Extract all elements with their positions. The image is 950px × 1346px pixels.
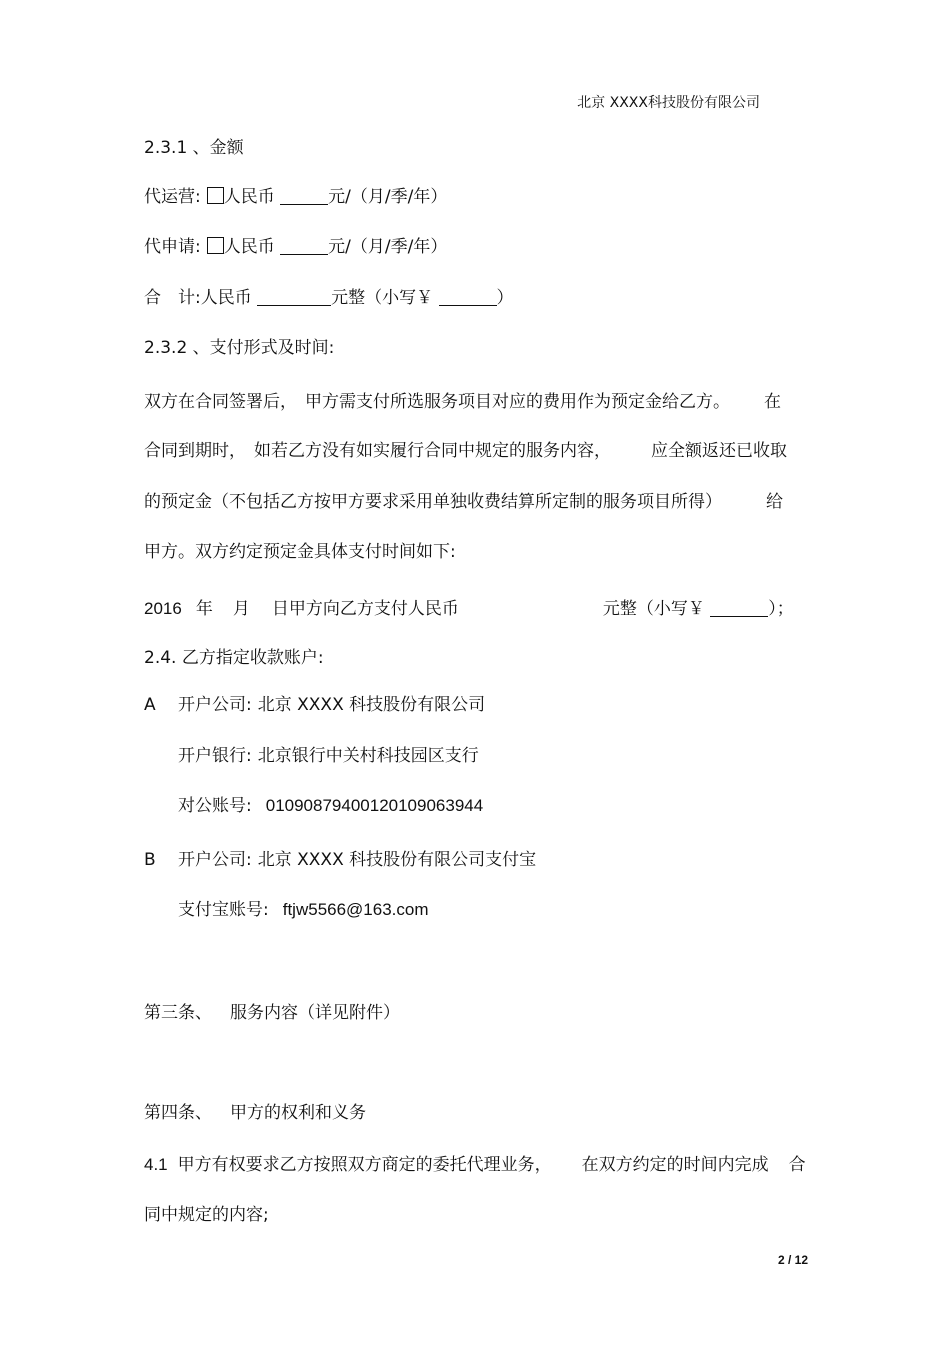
- payment-schedule-row: [144, 598, 794, 620]
- account-a-company: 北京 XXXX 科技股份有限公司: [257, 695, 486, 715]
- page-header-company: 北京 XXXX科技股份有限公司: [577, 95, 760, 111]
- account-b-alipay: ftjw5566@163.com: [282, 900, 429, 919]
- account-a-company-row: [178, 694, 485, 716]
- para-text: 在: [764, 392, 781, 412]
- account-a-bank: 北京银行中关村科技园区支行: [257, 746, 479, 766]
- article-4-label: 第四条、: [144, 1103, 212, 1123]
- payment-para-line-4: 甲方。双方约定预定金具体支付时间如下:: [144, 542, 456, 562]
- payment-para-line-3: [144, 491, 783, 513]
- account-b-company: 北京 XXXX 科技股份有限公司支付宝: [257, 850, 537, 870]
- clause-4-1-line-2: 同中规定的内容;: [144, 1205, 269, 1225]
- para-text: 应全额返还已收取: [651, 441, 787, 461]
- para-text: 甲方需支付所选服务项目对应的费用作为预定金给乙方。: [305, 392, 730, 412]
- article-4-heading: [144, 1102, 366, 1124]
- alipay-label: 支付宝账号:: [178, 900, 269, 920]
- total-currency: 人民币: [200, 288, 252, 308]
- article-3-title: 服务内容（详见附件）: [230, 1003, 400, 1023]
- clause-text: 甲方有权要求乙方按照双方商定的委托代理业务，: [177, 1155, 552, 1175]
- total-close: ）: [496, 288, 514, 308]
- section-title-payment: 2.3.2 、支付形式及时间:: [144, 338, 335, 358]
- application-amount-blank[interactable]: [280, 238, 328, 255]
- company-label: 开户公司:: [178, 695, 252, 715]
- operation-amount-blank[interactable]: [280, 188, 328, 205]
- account-a-number-row: [178, 795, 483, 817]
- operation-currency: 人民币: [223, 187, 275, 207]
- para-text: 如若乙方没有如实履行合同中规定的服务内容，: [254, 441, 611, 461]
- account-b-company-row: [178, 849, 536, 871]
- section-title-account: 2.4. 乙方指定收款账户:: [144, 648, 324, 668]
- clause-text: 在双方约定的时间内完成: [581, 1155, 769, 1175]
- total-lowercase-blank[interactable]: [439, 289, 497, 306]
- company-label: 开户公司:: [178, 850, 252, 870]
- article-4-title: 甲方的权利和义务: [230, 1103, 366, 1123]
- application-fee-label: 代申请:: [144, 237, 201, 257]
- application-currency: 人民币: [223, 237, 275, 257]
- operation-fee-label: 代运营:: [144, 187, 201, 207]
- article-3-heading: [144, 1002, 400, 1024]
- schedule-text: 日甲方向乙方支付人民币: [271, 599, 459, 619]
- schedule-month-unit: 月: [232, 599, 250, 619]
- clause-4-1-line-1: [144, 1154, 806, 1176]
- application-unit: 元/（月/季/年）: [328, 237, 448, 257]
- schedule-year: 2016: [144, 599, 182, 618]
- operation-checkbox[interactable]: [207, 187, 224, 204]
- para-text: 的预定金（不包括乙方按甲方要求采用单独收费结算所定制的服务项目所得）: [144, 492, 722, 512]
- account-b-alipay-row: [178, 899, 429, 921]
- clause-text: 合: [788, 1155, 806, 1175]
- para-text: 双方在合同签署后，: [144, 392, 297, 412]
- schedule-lowercase-blank[interactable]: [710, 600, 768, 617]
- total-amount-blank[interactable]: [257, 289, 331, 306]
- para-text: 给: [766, 492, 783, 512]
- para-text: 合同到期时，: [144, 441, 246, 461]
- clause-number: 4.1: [144, 1155, 168, 1174]
- account-a-number: 01090879400120109063944: [265, 796, 484, 815]
- payment-para-line-2: [144, 440, 787, 462]
- article-3-label: 第三条、: [144, 1003, 212, 1023]
- account-b-marker: B: [144, 850, 156, 870]
- section-title-amount: 2.3.1 、金额: [144, 138, 244, 158]
- schedule-year-unit: 年: [195, 599, 213, 619]
- application-checkbox[interactable]: [207, 237, 224, 254]
- total-label: 合 计:: [144, 288, 201, 308]
- total-unit: 元整（小写￥: [331, 288, 434, 308]
- schedule-unit: 元整（小写￥: [602, 599, 705, 619]
- application-fee-row: [144, 236, 447, 258]
- bank-label: 开户银行:: [178, 746, 252, 766]
- page-number: 2 / 12: [777, 1253, 808, 1267]
- operation-unit: 元/（月/季/年）: [328, 187, 448, 207]
- payment-para-line-1: [144, 391, 781, 413]
- operation-fee-row: [144, 186, 447, 208]
- schedule-close: ）；: [768, 599, 794, 619]
- account-a-marker: A: [144, 695, 156, 715]
- total-row: [144, 287, 514, 309]
- account-a-bank-row: [178, 745, 479, 767]
- number-label: 对公账号:: [178, 796, 252, 816]
